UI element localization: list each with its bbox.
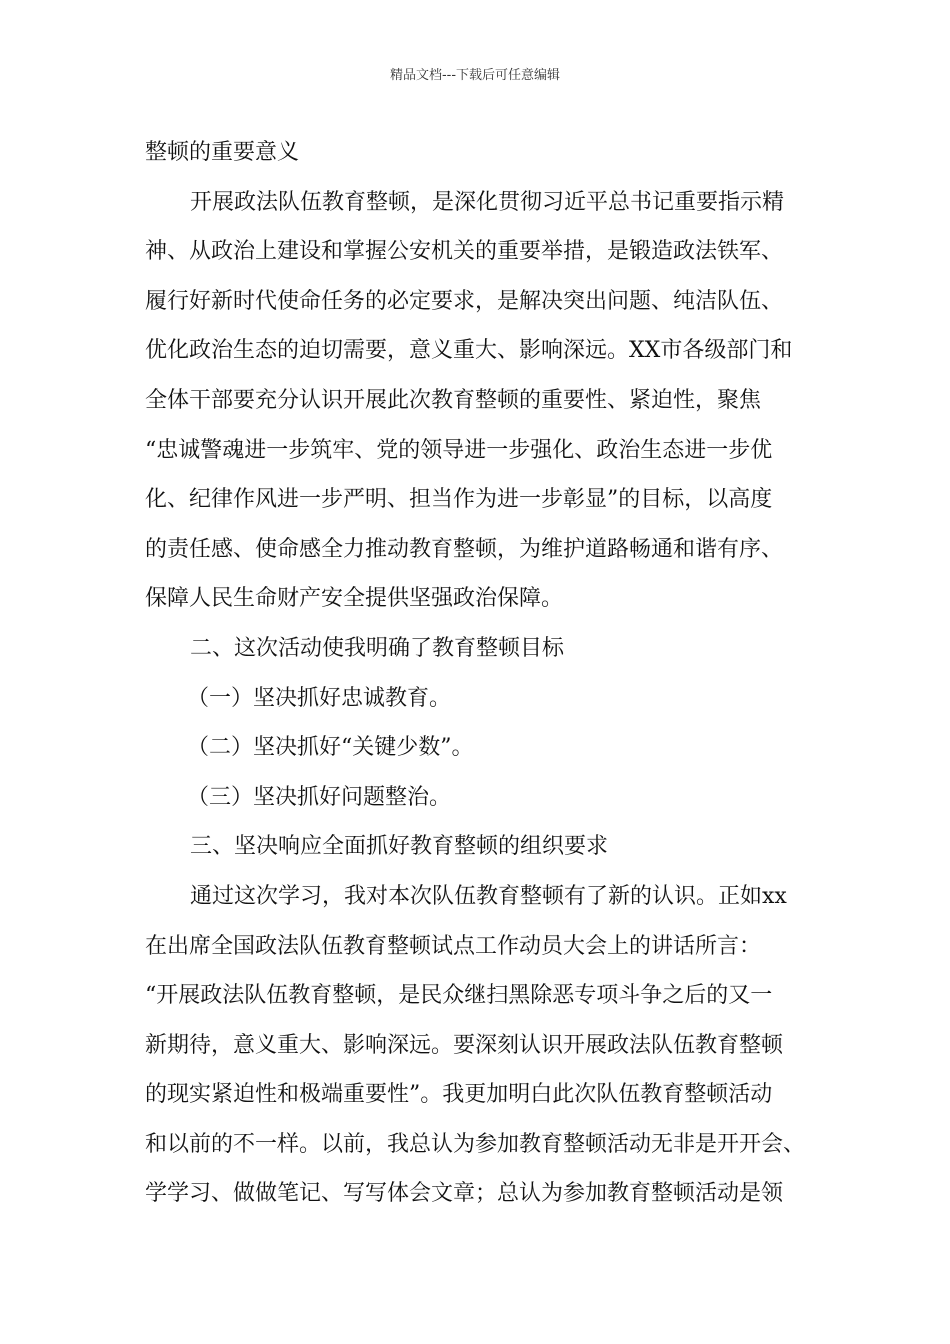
page-header: 精品文档---下载后可任意编辑 — [389, 68, 561, 83]
text-line: “开展政法队伍教育整顿，是民众继扫黑除恶专项斗争之后的又一 — [145, 983, 773, 1009]
text-line: 和以前的不一样。以前，我总认为参加教育整顿活动无非是开开会、 — [145, 1131, 806, 1157]
list-item: （一）坚决抓好忠诚教育。 — [187, 685, 452, 711]
list-item: （三）坚决抓好问题整治。 — [187, 784, 452, 810]
text-line: 全体干部要充分认识开展此次教育整顿的重要性、紧迫性，聚焦 — [145, 387, 762, 413]
section-heading: 二、这次活动使我明确了教育整顿目标 — [190, 635, 565, 661]
text-line: 的责任感、使命感全力推动教育整顿，为维护道路畅通和谐有序、 — [145, 536, 784, 562]
section-heading: 三、坚决响应全面抓好教育整顿的组织要求 — [190, 834, 609, 860]
text-line: 的现实紧迫性和极端重要性”。我更加明白此次队伍教育整顿活动 — [145, 1082, 773, 1108]
text-line: 保障人民生命财产安全提供坚强政治保障。 — [145, 586, 564, 612]
text-line: “忠诚警魂进一步筑牢、党的领导进一步强化、政治生态进一步优 — [145, 437, 773, 463]
text-line: 通过这次学习，我对本次队伍教育整顿有了新的认识。正如xx — [190, 883, 787, 909]
text-line: 学学习、做做笔记、写写体会文章；总认为参加教育整顿活动是领 — [145, 1181, 784, 1207]
text-line: 开展政法队伍教育整顿，是深化贯彻习近平总书记重要指示精 — [190, 189, 785, 215]
text-line: 优化政治生态的迫切需要，意义重大、影响深远。XX市各级部门和 — [145, 338, 793, 364]
text-line: 在出席全国政法队伍教育整顿试点工作动员大会上的讲话所言： — [145, 933, 762, 959]
text-line: 神、从政治上建设和掌握公安机关的重要举措，是锻造政法铁军、 — [145, 239, 784, 265]
text-line: 整顿的重要意义 — [145, 140, 300, 165]
text-line: 化、纪律作风进一步严明、担当作为进一步彰显”的目标，以高度 — [145, 487, 773, 513]
text-line: 新期待，意义重大、影响深远。要深刻认识开展政法队伍教育整顿 — [145, 1032, 784, 1058]
list-item: （二）坚决抓好“关键少数”。 — [187, 735, 474, 761]
text-line: 履行好新时代使命任务的必定要求，是解决突出问题、纯洁队伍、 — [145, 288, 784, 314]
document-body — [145, 128, 825, 1219]
